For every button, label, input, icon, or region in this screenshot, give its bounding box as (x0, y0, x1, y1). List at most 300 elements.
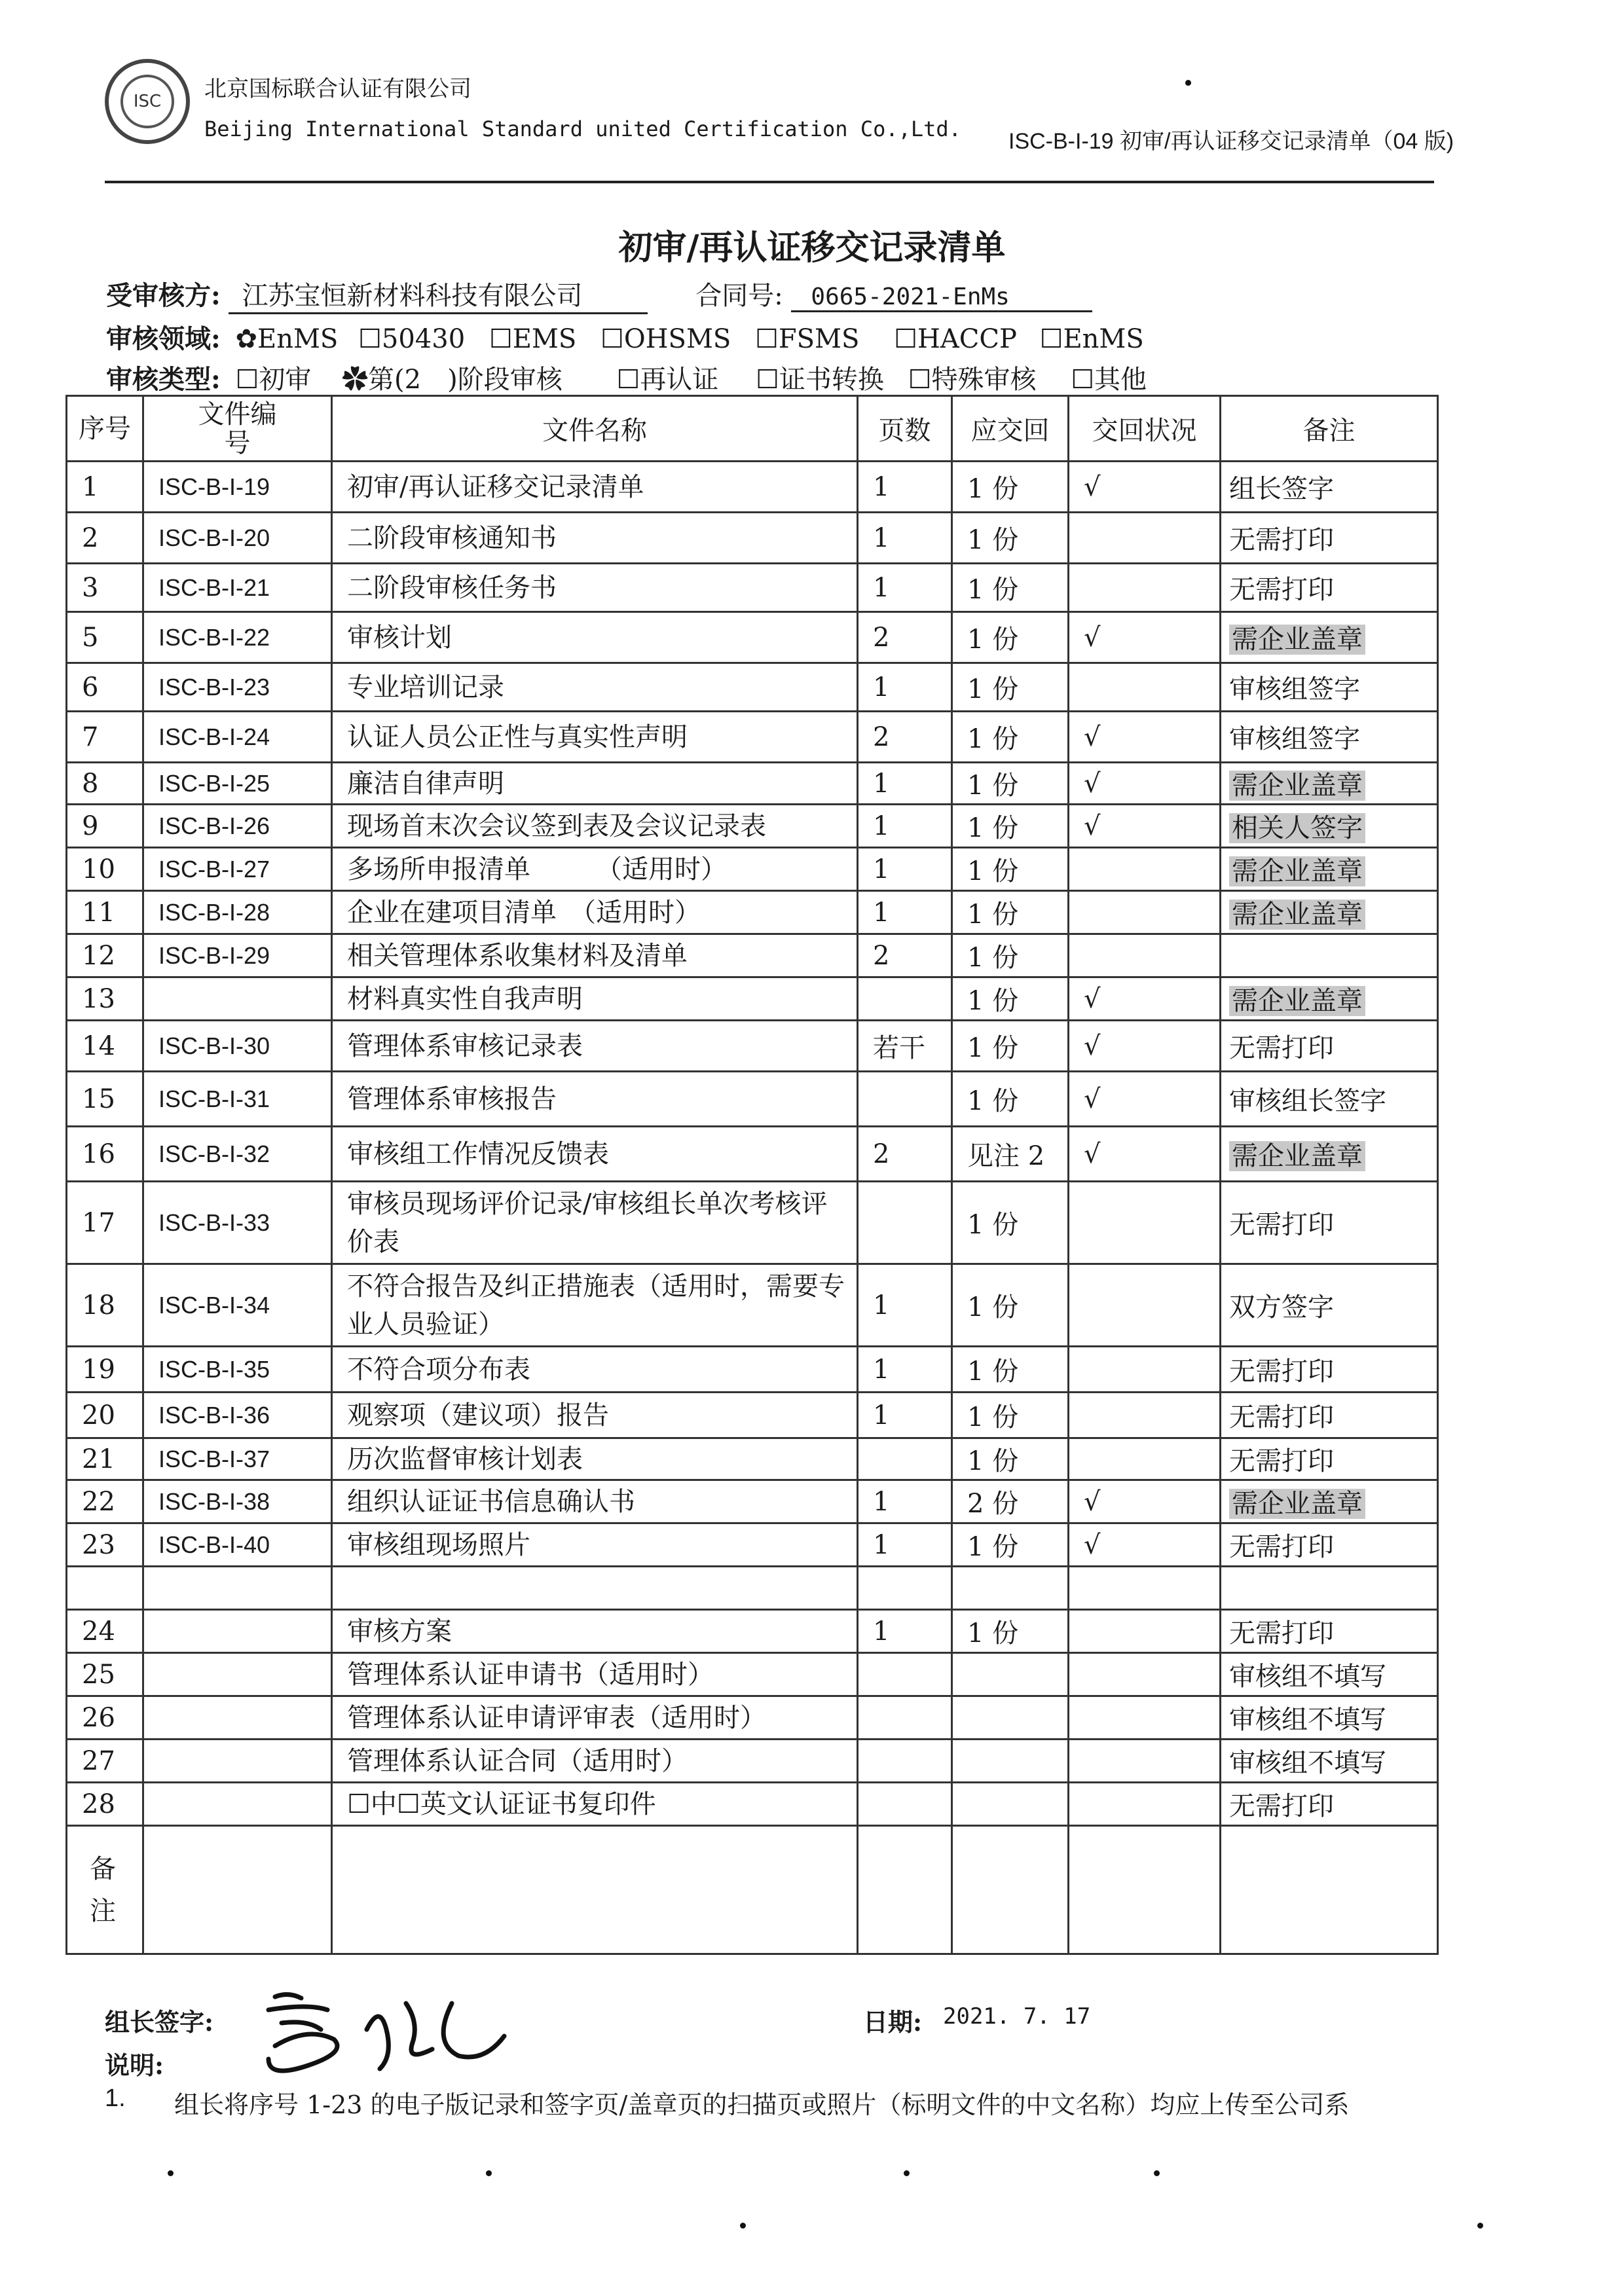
note-text: 无需打印 (1229, 525, 1334, 555)
row-status (1069, 1653, 1221, 1696)
row-name: 认证人员公正性与真实性声明 (332, 712, 858, 763)
row-pages: 2 (858, 1127, 952, 1182)
row-note (1221, 1653, 1438, 1696)
row-no: 10 (67, 848, 143, 891)
auditee-row (106, 275, 1092, 314)
row-code: ISC-B-I-22 (143, 612, 332, 663)
row-note (1221, 1523, 1438, 1567)
row-copies: 见注 2 (952, 1127, 1069, 1182)
scan-dot (1154, 2170, 1160, 2176)
row-code: ISC-B-I-26 (143, 805, 332, 848)
row-status (1069, 1264, 1221, 1347)
table-row (67, 462, 1438, 513)
auditee-label: 受审核方: (106, 280, 221, 311)
row-copies (952, 1567, 1069, 1610)
row-code (143, 1783, 332, 1826)
table-row (67, 1653, 1438, 1696)
row-note (1221, 1438, 1438, 1480)
field-option-haccp[interactable]: ☐HACCP (894, 324, 1017, 354)
row-no: 25 (67, 1653, 143, 1696)
row-no: 15 (67, 1072, 143, 1127)
note-text: 无需打印 (1229, 1532, 1334, 1562)
row-status: √ (1069, 712, 1221, 763)
row-note (1221, 1127, 1438, 1182)
row-copies: 1 份 (952, 1438, 1069, 1480)
auditee-value: 江苏宝恒新材料科技有限公司 (229, 275, 648, 314)
row-name: 廉洁自律声明 (332, 763, 858, 805)
row-status: √ (1069, 612, 1221, 663)
row-pages (858, 1783, 952, 1826)
note-text: 无需打印 (1229, 1618, 1334, 1649)
row-copies (952, 1653, 1069, 1696)
type-option-other[interactable]: ☐其他 (1071, 365, 1147, 395)
row-pages: 1 (858, 513, 952, 564)
row-no: 9 (67, 805, 143, 848)
field-option-enms[interactable]: ✿EnMS (235, 324, 339, 354)
row-code: ISC-B-I-36 (143, 1393, 332, 1438)
row-copies: 1 份 (952, 1072, 1069, 1127)
table-row (67, 763, 1438, 805)
note-text: 需企业盖章 (1229, 900, 1365, 930)
row-copies (952, 1783, 1069, 1826)
row-status (1069, 934, 1221, 977)
scan-dot (1477, 2223, 1483, 2229)
row-status (1069, 1438, 1221, 1480)
row-no: 27 (67, 1740, 143, 1783)
row-note (1221, 612, 1438, 663)
row-note (1221, 1696, 1438, 1740)
row-no: 1 (67, 462, 143, 513)
company-logo (105, 59, 190, 144)
table-row (67, 934, 1438, 977)
row-status (1069, 1567, 1221, 1610)
row-name: 观察项（建议项）报告 (332, 1393, 858, 1438)
row-note (1221, 1740, 1438, 1783)
row-name: 组织认证证书信息确认书 (332, 1480, 858, 1523)
row-copies (952, 1696, 1069, 1740)
table-row (67, 663, 1438, 712)
leader-sign-label: 组长签字: (105, 2007, 214, 2037)
row-note (1221, 1480, 1438, 1523)
note-text: 审核组签字 (1229, 724, 1360, 754)
note-text: 组长签字 (1229, 474, 1334, 504)
audit-type-row (106, 359, 1147, 396)
row-name: 二阶段审核任务书 (332, 564, 858, 612)
row-copies: 1 份 (952, 462, 1069, 513)
row-name: 管理体系认证合同（适用时） (332, 1740, 858, 1783)
row-code: ISC-B-I-24 (143, 712, 332, 763)
row-code: ISC-B-I-38 (143, 1480, 332, 1523)
row-status: √ (1069, 805, 1221, 848)
note-text: 审核组不填写 (1229, 1662, 1386, 1692)
table-row (67, 1523, 1438, 1567)
row-name: 相关管理体系收集材料及清单 (332, 934, 858, 977)
table-row (67, 1610, 1438, 1653)
row-no (67, 1567, 143, 1610)
row-copies: 1 份 (952, 1264, 1069, 1347)
row-note (1221, 1182, 1438, 1264)
row-pages: 1 (858, 848, 952, 891)
table-row (67, 848, 1438, 891)
row-code: ISC-B-I-20 (143, 513, 332, 564)
note-text: 无需打印 (1229, 1446, 1334, 1476)
row-code (143, 1653, 332, 1696)
row-copies: 2 份 (952, 1480, 1069, 1523)
row-note (1221, 1393, 1438, 1438)
row-pages: 1 (858, 891, 952, 934)
row-name: 专业培训记录 (332, 663, 858, 712)
table-row (67, 1783, 1438, 1826)
row-pages: 1 (858, 1393, 952, 1438)
row-status (1069, 891, 1221, 934)
row-no: 24 (67, 1610, 143, 1653)
row-name: 不符合报告及纠正措施表（适用时，需要专业人员验证） (332, 1264, 858, 1347)
row-code: ISC-B-I-25 (143, 763, 332, 805)
row-no: 13 (67, 977, 143, 1021)
contract-value: 0665-2021-EnMs (791, 283, 1092, 312)
row-code (143, 1567, 332, 1610)
row-status (1069, 663, 1221, 712)
note-text: 需企业盖章 (1229, 1141, 1365, 1171)
row-note (1221, 1072, 1438, 1127)
row-name: 现场首末次会议签到表及会议记录表 (332, 805, 858, 848)
row-note (1221, 1021, 1438, 1072)
date-label: 日期: (863, 2007, 923, 2037)
row-note (1221, 663, 1438, 712)
table-row (67, 564, 1438, 612)
row-copies: 1 份 (952, 712, 1069, 763)
row-pages: 若干 (858, 1021, 952, 1072)
row-pages: 1 (858, 1480, 952, 1523)
row-pages: 1 (858, 1264, 952, 1347)
row-name: 管理体系审核报告 (332, 1072, 858, 1127)
row-pages (858, 1653, 952, 1696)
row-copies: 1 份 (952, 934, 1069, 977)
row-no: 18 (67, 1264, 143, 1347)
row-name: 管理体系认证申请书（适用时） (332, 1653, 858, 1696)
note-1-number: 1. (105, 2085, 126, 2112)
field-option-ohsms[interactable]: ☐OHSMS (600, 324, 731, 354)
row-no: 11 (67, 891, 143, 934)
audit-type-label: 审核类型: (106, 364, 221, 395)
row-status (1069, 1783, 1221, 1826)
row-note (1221, 891, 1438, 934)
row-note (1221, 1567, 1438, 1610)
header-status: 交回状况 (1069, 396, 1221, 462)
header-note: 备注 (1221, 396, 1438, 462)
remark-cell[interactable] (858, 1826, 952, 1954)
row-no: 16 (67, 1127, 143, 1182)
row-pages: 1 (858, 462, 952, 513)
row-name: 企业在建项目清单 （适用时） (332, 891, 858, 934)
row-no: 22 (67, 1480, 143, 1523)
row-pages: 1 (858, 1347, 952, 1393)
row-pages (858, 1740, 952, 1783)
note-text: 双方签字 (1229, 1292, 1334, 1322)
row-no: 23 (67, 1523, 143, 1567)
header-divider (105, 181, 1434, 183)
row-pages: 1 (858, 805, 952, 848)
row-code: ISC-B-I-33 (143, 1182, 332, 1264)
table-row (67, 1347, 1438, 1393)
remark-row (67, 1826, 1438, 1954)
note-text: 审核组长签字 (1229, 1086, 1386, 1116)
row-copies: 1 份 (952, 513, 1069, 564)
row-code: ISC-B-I-23 (143, 663, 332, 712)
note-text: 需企业盖章 (1229, 771, 1365, 801)
company-name-en: Beijing International Standard united Certification Co.,Ltd. (204, 117, 961, 141)
table-row (67, 1021, 1438, 1072)
row-note (1221, 1783, 1438, 1826)
row-code: ISC-B-I-28 (143, 891, 332, 934)
row-no: 5 (67, 612, 143, 663)
note-text: 审核组签字 (1229, 674, 1360, 704)
row-code (143, 1696, 332, 1740)
row-code: ISC-B-I-37 (143, 1438, 332, 1480)
row-name: ☐中☐英文认证证书复印件 (332, 1783, 858, 1826)
row-code: ISC-B-I-35 (143, 1347, 332, 1393)
table-row (67, 712, 1438, 763)
page-title: 初审/再认证移交记录清单 (618, 228, 1006, 268)
logo-mark: ISC (120, 75, 174, 128)
note-text: 无需打印 (1229, 1791, 1334, 1821)
row-pages: 1 (858, 1523, 952, 1567)
remark-cell[interactable] (332, 1826, 858, 1954)
table-header-row (67, 396, 1438, 462)
row-code (143, 1610, 332, 1653)
row-name: 材料真实性自我声明 (332, 977, 858, 1021)
row-code: ISC-B-I-40 (143, 1523, 332, 1567)
table-row (67, 513, 1438, 564)
table-row (67, 1264, 1438, 1347)
table-row (67, 977, 1438, 1021)
scan-dot (1185, 80, 1191, 86)
header-code: 文件编号 (143, 396, 332, 462)
row-code: ISC-B-I-27 (143, 848, 332, 891)
remark-cell[interactable] (952, 1826, 1069, 1954)
row-copies (952, 1740, 1069, 1783)
header-pages: 页数 (858, 396, 952, 462)
row-name: 历次监督审核计划表 (332, 1438, 858, 1480)
row-code: ISC-B-I-32 (143, 1127, 332, 1182)
row-pages: 1 (858, 564, 952, 612)
row-copies: 1 份 (952, 612, 1069, 663)
table-row (67, 891, 1438, 934)
date-value: 2021. 7. 17 (943, 2003, 1091, 2030)
row-no: 7 (67, 712, 143, 763)
scan-dot (486, 2170, 492, 2176)
row-copies: 1 份 (952, 891, 1069, 934)
handover-table (65, 395, 1439, 1955)
row-no: 17 (67, 1182, 143, 1264)
row-no: 2 (67, 513, 143, 564)
row-no: 21 (67, 1438, 143, 1480)
row-code: ISC-B-I-29 (143, 934, 332, 977)
note-text: 无需打印 (1229, 1357, 1334, 1387)
table-row (67, 1393, 1438, 1438)
row-status: √ (1069, 1021, 1221, 1072)
table-row (67, 1480, 1438, 1523)
row-code: ISC-B-I-21 (143, 564, 332, 612)
row-note (1221, 763, 1438, 805)
row-code: ISC-B-I-19 (143, 462, 332, 513)
row-copies: 1 份 (952, 1393, 1069, 1438)
row-name: 审核计划 (332, 612, 858, 663)
note-text: 无需打印 (1229, 575, 1334, 605)
scan-dot (740, 2223, 746, 2229)
row-status (1069, 848, 1221, 891)
company-name-cn: 北京国标联合认证有限公司 (204, 76, 471, 102)
row-status: √ (1069, 1072, 1221, 1127)
row-copies: 1 份 (952, 977, 1069, 1021)
type-option-transfer[interactable]: ☐证书转换 (756, 365, 884, 395)
header-copies: 应交回 (952, 396, 1069, 462)
field-option-fsms[interactable]: ☐FSMS (755, 324, 860, 354)
row-status (1069, 1740, 1221, 1783)
document-code: ISC-B-I-19 初审/再认证移交记录清单（04 版) (1008, 129, 1454, 154)
row-note (1221, 712, 1438, 763)
row-note (1221, 934, 1438, 977)
explain-label: 说明: (105, 2050, 164, 2080)
row-no: 8 (67, 763, 143, 805)
note-text: 无需打印 (1229, 1033, 1334, 1063)
row-pages (858, 1182, 952, 1264)
note-text: 无需打印 (1229, 1210, 1334, 1240)
remark-cell[interactable] (143, 1826, 332, 1954)
table-row (67, 1072, 1438, 1127)
field-option-enms-2[interactable]: ☐EnMS (1039, 324, 1144, 354)
row-code: ISC-B-I-31 (143, 1072, 332, 1127)
row-name: 初审/再认证移交记录清单 (332, 462, 858, 513)
row-no: 12 (67, 934, 143, 977)
row-note (1221, 805, 1438, 848)
row-copies: 1 份 (952, 1347, 1069, 1393)
row-name (332, 1567, 858, 1610)
row-no: 28 (67, 1783, 143, 1826)
row-code: ISC-B-I-34 (143, 1264, 332, 1347)
row-note (1221, 848, 1438, 891)
note-1-text: 组长将序号 1-23 的电子版记录和签字页/盖章页的扫描页或照片（标明文件的中文名称）均应上传至公司系 (174, 2090, 1350, 2119)
row-no: 6 (67, 663, 143, 712)
row-pages: 2 (858, 612, 952, 663)
row-code (143, 1740, 332, 1783)
field-option-ems[interactable]: ☐EMS (489, 324, 577, 354)
row-status: √ (1069, 462, 1221, 513)
row-pages: 1 (858, 663, 952, 712)
row-copies: 1 份 (952, 1021, 1069, 1072)
remark-cell[interactable] (1221, 1826, 1438, 1954)
row-pages: 1 (858, 763, 952, 805)
row-status (1069, 1182, 1221, 1264)
row-no: 3 (67, 564, 143, 612)
row-copies: 1 份 (952, 763, 1069, 805)
row-status (1069, 1393, 1221, 1438)
row-pages: 2 (858, 934, 952, 977)
row-note (1221, 564, 1438, 612)
remark-cell[interactable] (1069, 1826, 1221, 1954)
table-row (67, 1438, 1438, 1480)
row-note (1221, 1347, 1438, 1393)
header-no: 序号 (67, 396, 143, 462)
note-text: 需企业盖章 (1229, 986, 1365, 1016)
row-status: √ (1069, 1523, 1221, 1567)
leader-signature (255, 1984, 596, 2082)
audit-field-label: 审核领域: (106, 323, 221, 354)
row-name: 多场所申报清单 （适用时） (332, 848, 858, 891)
row-pages (858, 1072, 952, 1127)
row-note (1221, 462, 1438, 513)
note-text: 需企业盖章 (1229, 856, 1365, 886)
note-text: 审核组不填写 (1229, 1705, 1386, 1735)
note-text: 需企业盖章 (1229, 1489, 1365, 1519)
row-status: √ (1069, 763, 1221, 805)
table-row (67, 612, 1438, 663)
table-row (67, 805, 1438, 848)
row-name: 管理体系审核记录表 (332, 1021, 858, 1072)
row-no: 20 (67, 1393, 143, 1438)
row-status: √ (1069, 1127, 1221, 1182)
scan-dot (168, 2170, 174, 2176)
row-pages (858, 1696, 952, 1740)
row-no: 19 (67, 1347, 143, 1393)
row-copies: 1 份 (952, 1182, 1069, 1264)
row-name: 审核组现场照片 (332, 1523, 858, 1567)
audit-field-row (106, 318, 1144, 355)
header-name: 文件名称 (332, 396, 858, 462)
table-row (67, 1567, 1438, 1610)
table-row (67, 1182, 1438, 1264)
row-copies: 1 份 (952, 1610, 1069, 1653)
row-copies: 1 份 (952, 848, 1069, 891)
row-pages (858, 1438, 952, 1480)
type-option-initial[interactable]: ☐初审 (235, 365, 312, 395)
contract-label: 合同号: (695, 281, 783, 311)
type-option-stage[interactable]: ✿第(2 )阶段审核 (342, 365, 563, 395)
row-status (1069, 1696, 1221, 1740)
row-copies: 1 份 (952, 1523, 1069, 1567)
row-name: 二阶段审核通知书 (332, 513, 858, 564)
note-text: 审核组不填写 (1229, 1748, 1386, 1778)
type-option-special[interactable]: ☐特殊审核 (908, 365, 1037, 395)
row-pages (858, 977, 952, 1021)
remark-label: 备注 (67, 1826, 143, 1954)
table-row (67, 1740, 1438, 1783)
row-note (1221, 1264, 1438, 1347)
row-name: 不符合项分布表 (332, 1347, 858, 1393)
row-status (1069, 564, 1221, 612)
row-status (1069, 1610, 1221, 1653)
row-name: 审核员现场评价记录/审核组长单次考核评价表 (332, 1182, 858, 1264)
row-note (1221, 513, 1438, 564)
note-text: 无需打印 (1229, 1402, 1334, 1432)
row-no: 14 (67, 1021, 143, 1072)
row-note (1221, 977, 1438, 1021)
row-no: 26 (67, 1696, 143, 1740)
type-option-recert[interactable]: ☐再认证 (616, 365, 719, 395)
table-row (67, 1696, 1438, 1740)
note-text: 相关人签字 (1229, 813, 1365, 843)
row-name: 审核组工作情况反馈表 (332, 1127, 858, 1182)
table-row (67, 1127, 1438, 1182)
row-code: ISC-B-I-30 (143, 1021, 332, 1072)
scan-dot (904, 2170, 910, 2176)
row-status: √ (1069, 1480, 1221, 1523)
field-option-50430[interactable]: ☐50430 (358, 324, 466, 354)
row-name: 管理体系认证申请评审表（适用时） (332, 1696, 858, 1740)
row-pages: 1 (858, 1610, 952, 1653)
row-copies: 1 份 (952, 663, 1069, 712)
row-status (1069, 513, 1221, 564)
